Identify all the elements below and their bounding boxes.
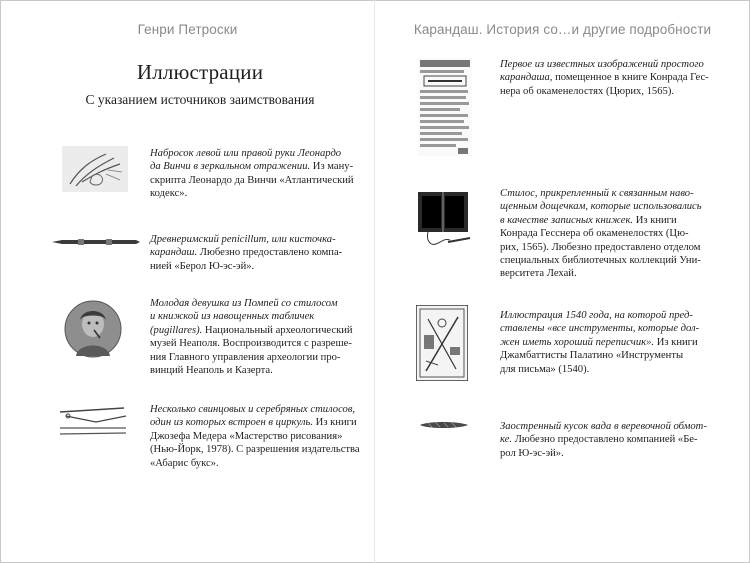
caption-pompeii-girl — [150, 297, 360, 377]
wad-in-cord-illustration — [418, 418, 470, 432]
caption-italic: Стилос, прикрепленный к связанным наво- щенным дощечкам, которые использовались в качестве записных книжек. — [500, 188, 702, 226]
pompeii-girl-portrait-illustration — [64, 300, 122, 358]
section-title: Иллюстрации — [136, 60, 264, 84]
caption-source: Из книги Джозефа Медера «Мастерство рисования» (Нью-Йорк, 1978). С разрешения издательства «Абарис букс». — [150, 417, 360, 469]
caption-roman-penicillum — [150, 233, 360, 273]
caption-italic: Первое из известных изображений простого карандаша, — [500, 59, 704, 84]
caption-source: Любезно предоставлено компанией «Бе- рол Ю-эс-эй». — [500, 434, 698, 459]
caption-italic: Набросок левой или правой руки Леонардо да Винчи в зеркальном отражении. — [150, 148, 342, 173]
caption-source: помещенное в книге Конрада Гес- нера об окаменелостях (Цюрих, 1565). — [500, 72, 709, 97]
caption-styluses-compass — [150, 403, 362, 470]
caption-source: Национальный археологический музей Неаполя. Воспроизводится с разреше- ния Главного управления археологии про- винций Неаполь и Казерта. — [150, 324, 353, 377]
gesner-pencil-page-illustration — [418, 58, 472, 156]
caption-italic: Иллюстрация 1540 года, на которой пред- ставлены «все инструменты, которые дол- жен иметь хороший переписчик». — [500, 310, 700, 348]
caption-italic: Несколько свинцовых и серебряных стилосов, один из которых встроен в циркуль. — [150, 404, 356, 429]
palatino-tools-illustration — [416, 305, 468, 381]
roman-penicillum-illustration — [50, 235, 142, 249]
caption-italic: Древнеримский penicillum, или кисточка- карандаш. — [150, 234, 336, 259]
caption-gesner-pencil — [500, 58, 716, 98]
caption-source: Из книги Джамбаттисты Палатино «Инструменты для письма» (1540). — [500, 336, 698, 375]
stylus-wax-tablets-illustration — [414, 188, 474, 252]
section-subtitle: С указанием источников заимствования — [85, 92, 315, 107]
caption-italic: Заостренный кусок вада в веревочной обмот- ке. — [500, 421, 707, 446]
styluses-compass-illustration — [56, 402, 130, 438]
running-head-author: Генри Петроски — [137, 22, 238, 37]
running-head-title: Карандаш. История со…и другие подробности — [413, 22, 712, 37]
caption-leonardo-sketch — [150, 147, 360, 201]
caption-italic: Молодая девушка из Помпей со стилосом и книжкой из навощенных табличек (pugillares). — [150, 298, 338, 336]
leonardo-hand-sketch-illustration — [62, 146, 128, 192]
caption-source: Из книги Конрада Гесснера об окаменелостях (Цю- рих, 1565). Любезно предоставлено отделом специальных библиотечных коллекций Уни- верситета Лехай. — [500, 214, 701, 280]
caption-palatino-tools — [500, 309, 716, 376]
caption-source: Из ману- скрипта Леонардо да Винчи «Атлантический кодекс». — [150, 161, 354, 200]
caption-source: Любезно предоставлено компа- нией «Берол Ю-эс-эй». — [150, 247, 343, 272]
caption-wad-cord — [500, 420, 716, 460]
caption-stylus-tablets — [500, 187, 716, 281]
